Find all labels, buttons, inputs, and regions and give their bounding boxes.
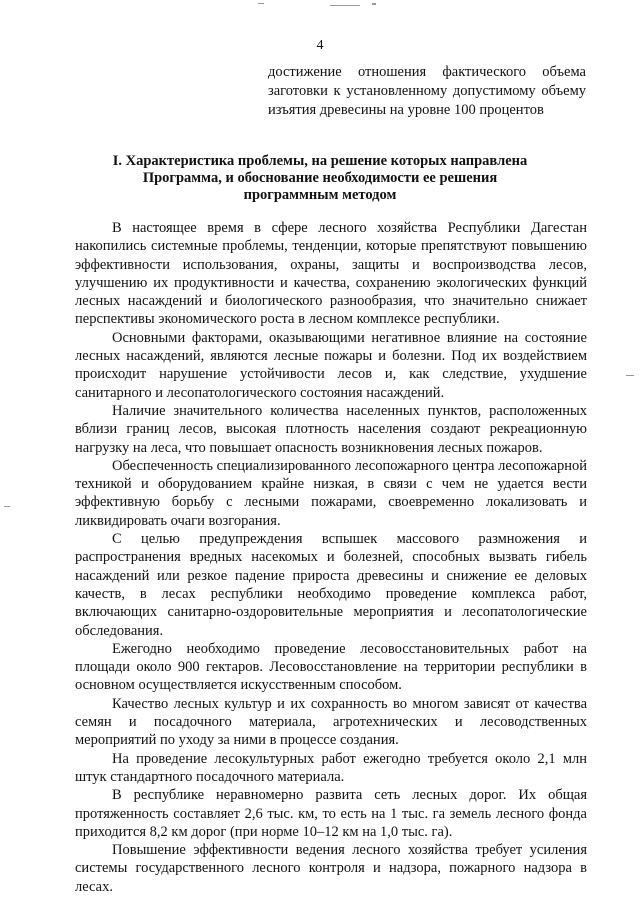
section-heading-line: Программа, и обоснование необходимости ее решения	[142, 170, 498, 186]
paragraph: На проведение лесокультурных работ ежегодно требуется около 2,1 млн штук стандартного посадочного материала.	[75, 750, 587, 785]
section-heading	[90, 153, 550, 204]
indicator-text: достижение отношения фактического объема заготовки к установленному допустимому объему изъятия древесины на уровне 100 процентов	[268, 64, 586, 118]
paragraph: С целью предупреждения вспышек массового размножения и распространения вредных насекомых и болезней, способных вызвать гибель насаждений или резкое падение прироста древесины и снижение ее деловых качеств, в лесах республики необходимо проведение комплекса работ, включающих санитарно-оздоровительные мероприятия и лесопатологические обследования.	[75, 531, 587, 639]
scan-artifact	[258, 3, 264, 4]
paragraph: Основными факторами, оказывающими негативное влияние на состояние лесных насаждений, являются лесные пожары и болезни. Под их воздействием происходит нарушение устойчивости лесов и, как следствие, ухудшение санитарного и лесопатологического состояния насаждений.	[75, 329, 587, 401]
section-heading-line: I. Характеристика проблемы, на решение которых направлена	[112, 153, 528, 169]
scan-artifact	[626, 375, 634, 376]
paragraph: В республике неравномерно развита сеть лесных дорог. Их общая протяженность составляет 2,6 тыс. км, то есть на 1 тыс. га земель лесного фонда приходится 8,2 км дорог (при норме 10–12 км на 1,0 тыс. га).	[75, 787, 587, 840]
paragraph: В настоящее время в сфере лесного хозяйства Республики Дагестан накопились системные проблемы, тенденции, которые препятствуют повышению эффективности использования, охраны, защиты и воспроизводства лесов, улучшению их продуктивности и качества, сохранению экологических функций лесных насаждений и биологического разнообразия, что значительно снижает перспективы экономического роста в лесном комплексе республики.	[75, 220, 587, 328]
section-body	[75, 219, 587, 896]
paragraph: Наличие значительного количества населенных пунктов, расположенных вблизи границ лесов, высокая плотность населения создают рекреационную нагрузку на леса, что повышает опасность возникновения лесных пожаров.	[75, 402, 587, 456]
paragraph: Повышение эффективности ведения лесного хозяйства требует усиления системы государственного лесного контроля и надзора, пожарного надзора в лесах.	[75, 842, 587, 895]
paragraph: Качество лесных культур и их сохранность во многом зависят от качества семян и посадочного материала, агротехнических и лесоводственных мероприятий по уходу за ними в процессе создания.	[75, 695, 587, 749]
paragraph: Ежегодно необходимо проведение лесовосстановительных работ на площади около 900 гектаров. Лесовосстановление на территории республики в основном осуществляется искусственным способом.	[75, 640, 587, 694]
paragraph: Обеспеченность специализированного лесопожарного центра лесопожарной техникой и оборудованием крайне низкая, в связи с чем не удается вести эффективную борьбу с лесными пожарами, своевременно локализовать и ликвидировать очаги возгорания.	[75, 457, 587, 529]
scan-artifact	[372, 3, 376, 5]
scan-artifact	[330, 5, 360, 6]
section-heading-line: программным методом	[243, 187, 397, 203]
scan-artifact	[4, 506, 10, 507]
page-number: 4	[316, 38, 324, 53]
